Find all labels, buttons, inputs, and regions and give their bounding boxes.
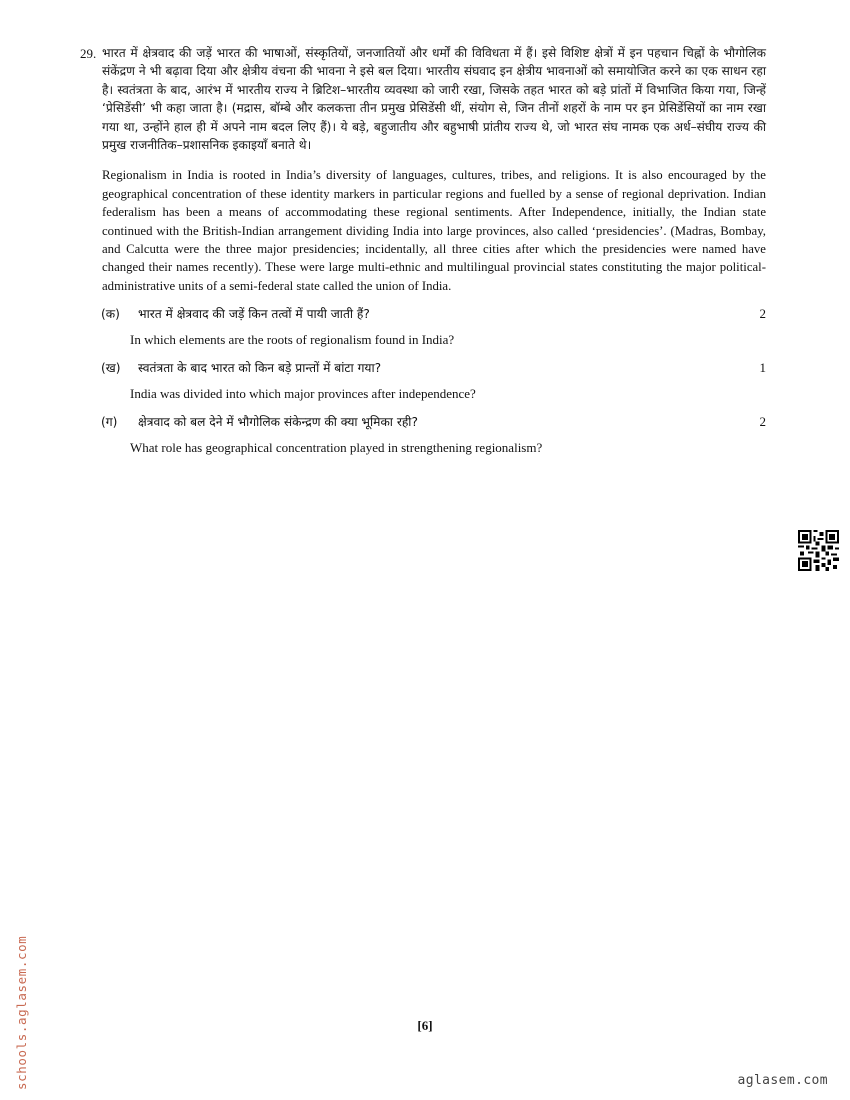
side-watermark: schools.aglasem.com — [14, 935, 29, 1090]
subquestion-marks: 2 — [759, 306, 766, 322]
question-hindi-passage: भारत में क्षेत्रवाद की जड़ें भारत की भाषाओं, संस्कृतियों, जनजातियों और धर्मों की विविधता में हैं। इसे विशिष्ट क्षेत्रों में इन पहचान चिह्नों के भौगोलिक संकेंद्रण ने भी बढ़ावा दिया और क्षेत्रीय वंचना की भावना ने इसे बल दिया। भारतीय संघवाद इन क्षेत्रीय भावनाओं को समायोजित करने का एक साधन रहा है। स्वतंत्रता के बाद, आरंभ में भारतीय राज्य ने ब्रिटिश–भारतीय व्यवस्था को जारी रखा, जिसके तहत भारत को बड़े प्रांतों में विभाजित किया गया, जिन्हें ‘प्रेसिडेंसी’ भी कहा जाता है। (मद्रास, बॉम्बे और कलकत्ता तीन प्रमुख प्रेसिडेंसी थीं, संयोग से, जिन तीनों शहरों के नाम पर इन प्रेसिडेंसियों का नाम रखा गया था, उन्होंने हाल ही में अपने नाम बदल लिए हैं)। ये बड़े, बहुजातीय और बहुभाषी प्रांतीय राज्य थे, जो भारत संघ नामक एक अर्ध–संघीय राज्य की प्रमुख राजनीतिक–प्रशासनिक इकाइयाँ बनाते थे। — [102, 46, 766, 153]
subquestion-label: (ख) — [101, 361, 121, 376]
subquestion-hindi: स्वतंत्रता के बाद भारत को किन बड़े प्रान्तों में बांटा गया? — [138, 361, 382, 376]
subquestion-english: In which elements are the roots of regionalism found in India? — [130, 332, 455, 348]
subquestion-ga — [80, 413, 766, 457]
subquestion-label: (क) — [101, 307, 120, 322]
question-english-passage: Regionalism in India is rooted in India’s diversity of languages, cultures, tribes, and religions. It is also encouraged by the geographical concentration of these identity markers in particular regions and fuelled by a sense of regional deprivation. Indian federalism has been a means of accommodating these regional sentiments. After Independence, initially, the Indian state continued with the British-Indian arrangement dividing India into large provinces, also called ‘presidencies’. (Madras, Bombay, and Calcutta were the three major presidencies; incidentally, all three cities after which the presidencies were named have changed their names recently). These were large multi-ethnic and multilingual provincial states constituting the major political-administrative units of a semi-federal state called the union of India. — [102, 168, 766, 293]
subquestion-hindi: भारत में क्षेत्रवाद की जड़ें किन तत्वों में पायी जाती हैं? — [138, 307, 370, 322]
page-number: [6] — [417, 1018, 433, 1033]
question-number: 29. — [80, 46, 97, 61]
subquestion-marks: 2 — [759, 414, 766, 430]
subquestion-marks: 1 — [759, 360, 766, 376]
subquestion-kha — [80, 359, 766, 403]
subquestion-ka — [80, 305, 766, 349]
question-29 — [80, 44, 766, 457]
subquestion-english: India was divided into which major provinces after independence? — [130, 386, 476, 402]
subquestion-label: (ग) — [101, 415, 118, 430]
subquestion-hindi: क्षेत्रवाद को बल देने में भौगोलिक संकेन्द्रण की क्या भूमिका रही? — [138, 415, 418, 430]
corner-watermark: aglasem.com — [737, 1073, 828, 1088]
subquestion-english: What role has geographical concentration played in strengthening regionalism? — [130, 440, 543, 456]
qr-code-icon — [798, 530, 839, 571]
